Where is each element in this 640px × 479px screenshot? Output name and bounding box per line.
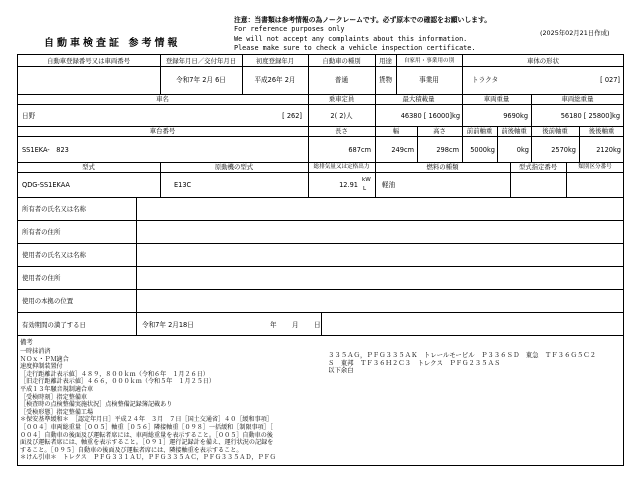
remarks-line: 速度抑制装置付	[20, 363, 63, 371]
notice-block	[234, 16, 491, 54]
capacity-value: 2( 2)人	[330, 112, 353, 120]
created-date: (2025年02月21日作成)	[540, 29, 610, 37]
height-value: 298cm	[436, 146, 459, 154]
max-load-unit: kg	[452, 112, 461, 120]
notice-jp: 注意：当書類は参考情報の為ノークレームです。必ず原本での確認をお願いします。	[234, 16, 491, 24]
rf-axle-value: 2570kg	[551, 146, 576, 154]
header-rr-axle: 後後軸重	[588, 127, 615, 135]
remarks-line: 面及び運転者席には、軸重を表示すること。［０９１］運行記録計を備え、運行状況の記録を	[20, 439, 274, 447]
header-ff-axle: 前前軸重	[466, 127, 493, 135]
header-capacity: 乗車定員	[328, 95, 355, 103]
base-location-label: 使用の本拠の位置	[22, 297, 74, 305]
remarks-right-line: Ｓ 東邦 ＴＦ３６Ｈ２Ｃ３ トレクス ＰＦＧ２３５ＡＳ	[328, 358, 501, 367]
notice-en-2: We will not accept any complaints about this information.	[234, 34, 468, 43]
header-private-business: 自家用・事業用の別	[403, 58, 455, 64]
header-width: 幅	[392, 127, 400, 135]
document-title: 自動車検査証 参考情報	[44, 38, 181, 49]
user-name-label: 使用者の氏名又は名称	[22, 251, 86, 259]
header-chassis-no: 車台番号	[149, 127, 176, 135]
header-make: 車名	[156, 95, 169, 103]
header-displacement: 総排気量又は定格出力	[313, 164, 370, 170]
header-length: 長さ	[335, 127, 348, 135]
make-value: 日野	[22, 112, 36, 120]
body-shape-code: [ 027]	[600, 76, 620, 84]
expiry-day-blank: 日	[314, 321, 321, 329]
expiry-year-blank: 年	[270, 321, 277, 329]
notice-en-1: For reference purposes only	[234, 25, 345, 34]
fuel-value: 軽油	[382, 181, 396, 189]
header-fuel: 燃料の種類	[426, 163, 459, 171]
reg-date-value: 令和7年 2月 6日	[176, 76, 226, 84]
remarks-right-line: ３３５ＡＧ，ＰＦＧ３３５ＡＫ トレールモービル Ｐ３３６ＳＤ 東急 ＴＦ３６Ｇ５Ｃ２	[328, 351, 597, 359]
header-rf-axle: 後前軸重	[542, 127, 568, 135]
header-reg-no: 自動車登録番号又は車両番号	[46, 57, 131, 65]
fr-axle-value: 0kg	[516, 146, 529, 154]
remarks-line: ［検査時の点検整備実施状況］点検整備記録簿記載あり	[20, 401, 173, 409]
remarks-line: ［受検形態］指定整備工場	[20, 408, 94, 416]
rr-axle-value: 2120kg	[596, 146, 621, 154]
remarks-line: 一時抹消済	[20, 348, 51, 355]
length-value: 687cm	[348, 146, 371, 154]
header-height: 高さ	[433, 127, 446, 135]
header-engine-model: 原動機の型式	[214, 163, 254, 171]
notice-en-3: Please make sure to check a vehicle inspection certificate.	[234, 44, 476, 53]
width-value: 249cm	[391, 146, 414, 154]
owner-name-label: 所有者の氏名又は名称	[22, 205, 86, 213]
remarks-line: ［旧走行距離計表示値］４６６，０００ｋｍ（令和５年 １月２５日）	[20, 378, 215, 386]
owner-address-label: 所有者の住所	[22, 228, 61, 236]
remarks-label: 備考	[20, 338, 33, 346]
remarks-line: ００４］自動車の後面及び運転者席には、車両総重量を表示すること。［００５］自動車の後	[20, 431, 273, 439]
max-load-value: 46380 [ 16000]	[400, 112, 452, 120]
header-model: 型式	[82, 163, 95, 171]
expiry-label: 有効期間の満了する日	[22, 321, 86, 329]
remarks-line: すること。［０９５］自動車の後面及び運転者席には、隣接軸重を表示すること。	[20, 446, 243, 454]
header-vehicle-weight: 車両重量	[483, 95, 510, 103]
remarks-body-right	[328, 352, 596, 375]
remarks-line: ＮＯｘ・ＰＭ適合	[20, 355, 69, 363]
header-fr-axle: 前後軸重	[501, 127, 527, 135]
user-address-label: 使用者の住所	[22, 274, 61, 282]
expiry-date-value: 令和7年 2月18日	[142, 321, 194, 329]
gross-weight-unit: kg	[612, 112, 621, 120]
vehicle-weight-value: 9690	[503, 112, 520, 120]
expiry-month-blank: 月	[292, 321, 299, 329]
remarks-line: ［走行距離計表示値］４８９，８００ｋｍ（令和６年 １月２６日）	[20, 370, 209, 378]
use-value: 貨物	[378, 76, 393, 84]
vehicle-weight-unit: kg	[520, 112, 529, 120]
ff-axle-value: 5000kg	[470, 146, 495, 154]
remarks-right-line: 以下余白	[328, 366, 354, 375]
displacement-unit-l: L	[363, 186, 367, 192]
first-reg-value: 平成26年 2月	[254, 76, 296, 84]
header-first-reg: 初度登録年月	[255, 57, 295, 65]
engine-model-value: E13C	[174, 181, 192, 189]
private-business-value: 事業用	[419, 76, 439, 84]
gross-weight-value: 56180 [ 25800]	[560, 112, 612, 120]
header-use: 用途	[379, 57, 392, 65]
header-vehicle-type: 自動車の種別	[322, 57, 361, 65]
chassis-no-value: SS1EKA- 823	[22, 146, 69, 154]
model-value: QDG-SS1EKAA	[22, 181, 70, 189]
header-category-no: 類別区分番号	[578, 164, 612, 170]
vehicle-type-value: 普通	[334, 76, 349, 84]
make-code: [ 262]	[282, 112, 302, 120]
body-shape-value: トラクタ	[472, 76, 499, 84]
remarks-line: 平成１３年騒音規制適合車	[20, 386, 94, 393]
remarks-line: ＊保安基準緩和＊ ［認定年月日］平成２４年 ３月 ７日［国土交通省］４０［緩和事項］	[20, 416, 273, 424]
header-body-shape: 車体の形状	[527, 57, 559, 65]
remarks-line: ［００４］車両総重量［００５］軸重［０５６］隣接軸重［０９８］一括緩和［制限事項］［	[20, 424, 273, 431]
header-reg-date: 登録年月日／交付年月日	[165, 57, 237, 65]
header-type-designation: 型式指定番号	[518, 163, 558, 171]
header-max-load: 最大積載量	[402, 95, 435, 103]
header-gross-weight: 車両総重量	[561, 95, 594, 103]
remarks-line: ［受検時刻］指定整備車	[20, 393, 88, 401]
remarks-line: ＊けん引車＊ トレクス ＰＦＧ３３１ＡＵ，ＰＦＧ３３５ＡＣ，ＰＦＧ３３５ＡＤ，ＰＦＧ	[20, 454, 276, 462]
displacement-unit-kw: kW	[362, 177, 371, 183]
displacement-value: 12.91	[339, 181, 358, 189]
